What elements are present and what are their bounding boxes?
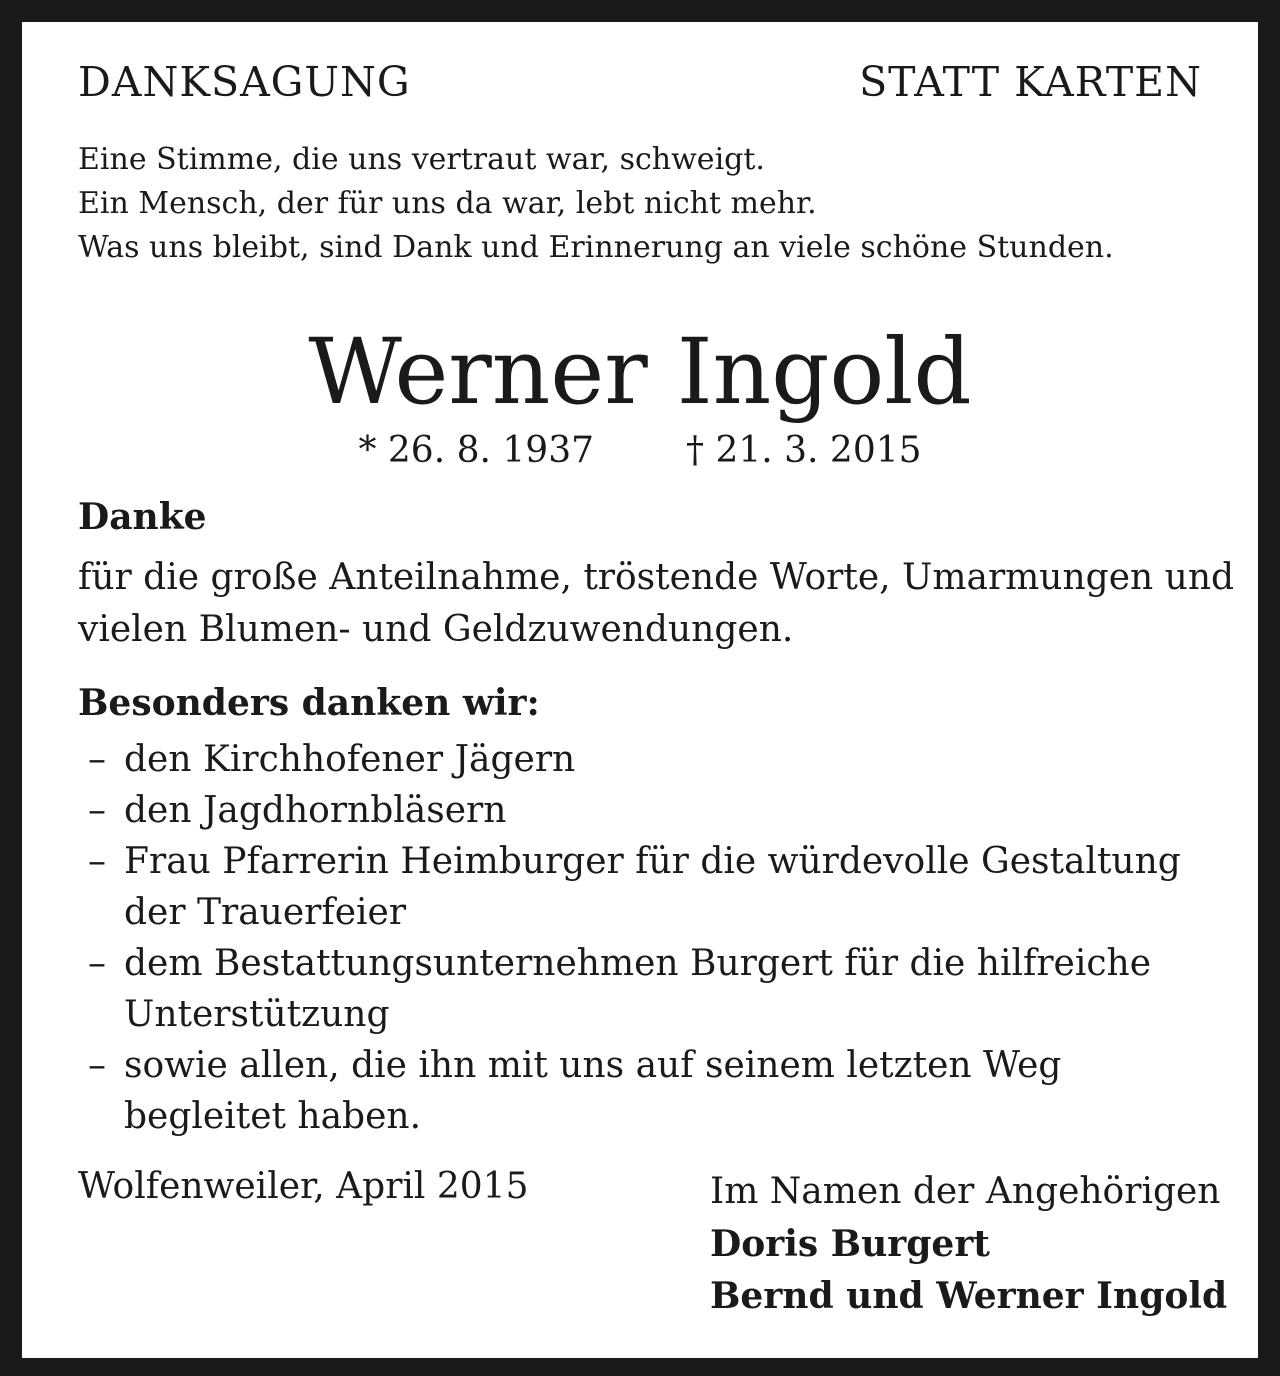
- signature-intro: Im Namen der Angehörigen: [710, 1171, 1221, 1212]
- thanks-text: [78, 552, 1234, 656]
- dash-marker: –: [88, 739, 106, 780]
- signer-name: Bernd und Werner Ingold: [710, 1275, 1228, 1317]
- thanks-heading: Danke: [78, 496, 207, 538]
- verse-line: Eine Stimme, die uns vertraut war, schweigt.: [78, 142, 765, 177]
- list-item-line: der Trauerfeier: [124, 892, 407, 933]
- death-date: † 21. 3. 2015: [686, 430, 922, 471]
- place-date: Wolfenweiler, April 2015: [78, 1166, 529, 1207]
- dash-marker: –: [88, 943, 106, 984]
- header-statt-karten: STATT KARTEN: [859, 58, 1202, 106]
- header-danksagung: DANKSAGUNG: [78, 58, 411, 106]
- verse: [78, 138, 1114, 270]
- list-item-line: dem Bestattungsunternehmen Burgert für die hilfreiche: [124, 943, 1152, 984]
- dash-marker: –: [88, 1045, 106, 1086]
- verse-line: Ein Mensch, der für uns da war, lebt nicht mehr.: [78, 186, 817, 221]
- deceased-name: Werner Ingold: [308, 320, 972, 425]
- list-item-line: sowie allen, die ihn mit uns auf seinem letzten Weg: [124, 1045, 1062, 1086]
- list-item-line: Unterstützung: [124, 994, 390, 1035]
- list-item-line: den Jagdhornbläsern: [124, 790, 507, 831]
- list-item-line: Frau Pfarrerin Heimburger für die würdevolle Gestaltung: [124, 841, 1181, 882]
- thanks-line: vielen Blumen- und Geldzuwendungen.: [78, 609, 794, 650]
- birth-date: * 26. 8. 1937: [358, 430, 594, 471]
- signer-name: Doris Burgert: [710, 1223, 990, 1265]
- dash-marker: –: [88, 790, 106, 831]
- verse-line: Was uns bleibt, sind Dank und Erinnerung an viele schöne Stunden.: [78, 230, 1114, 265]
- thanks-line: für die große Anteilnahme, tröstende Worte, Umarmungen und: [78, 557, 1235, 598]
- list-item: [78, 836, 1181, 938]
- list-item: [78, 785, 1181, 836]
- list-item: [78, 734, 1181, 785]
- list-item-line: begleitet haben.: [124, 1096, 422, 1137]
- dash-marker: –: [88, 841, 106, 882]
- list-item-line: den Kirchhofener Jägern: [124, 739, 576, 780]
- life-dates: [22, 430, 1258, 471]
- signature-block: [710, 1166, 1227, 1322]
- list-item: [78, 938, 1181, 1040]
- special-thanks-list: [78, 734, 1181, 1142]
- special-thanks-heading: Besonders danken wir:: [78, 682, 540, 724]
- list-item: [78, 1040, 1181, 1142]
